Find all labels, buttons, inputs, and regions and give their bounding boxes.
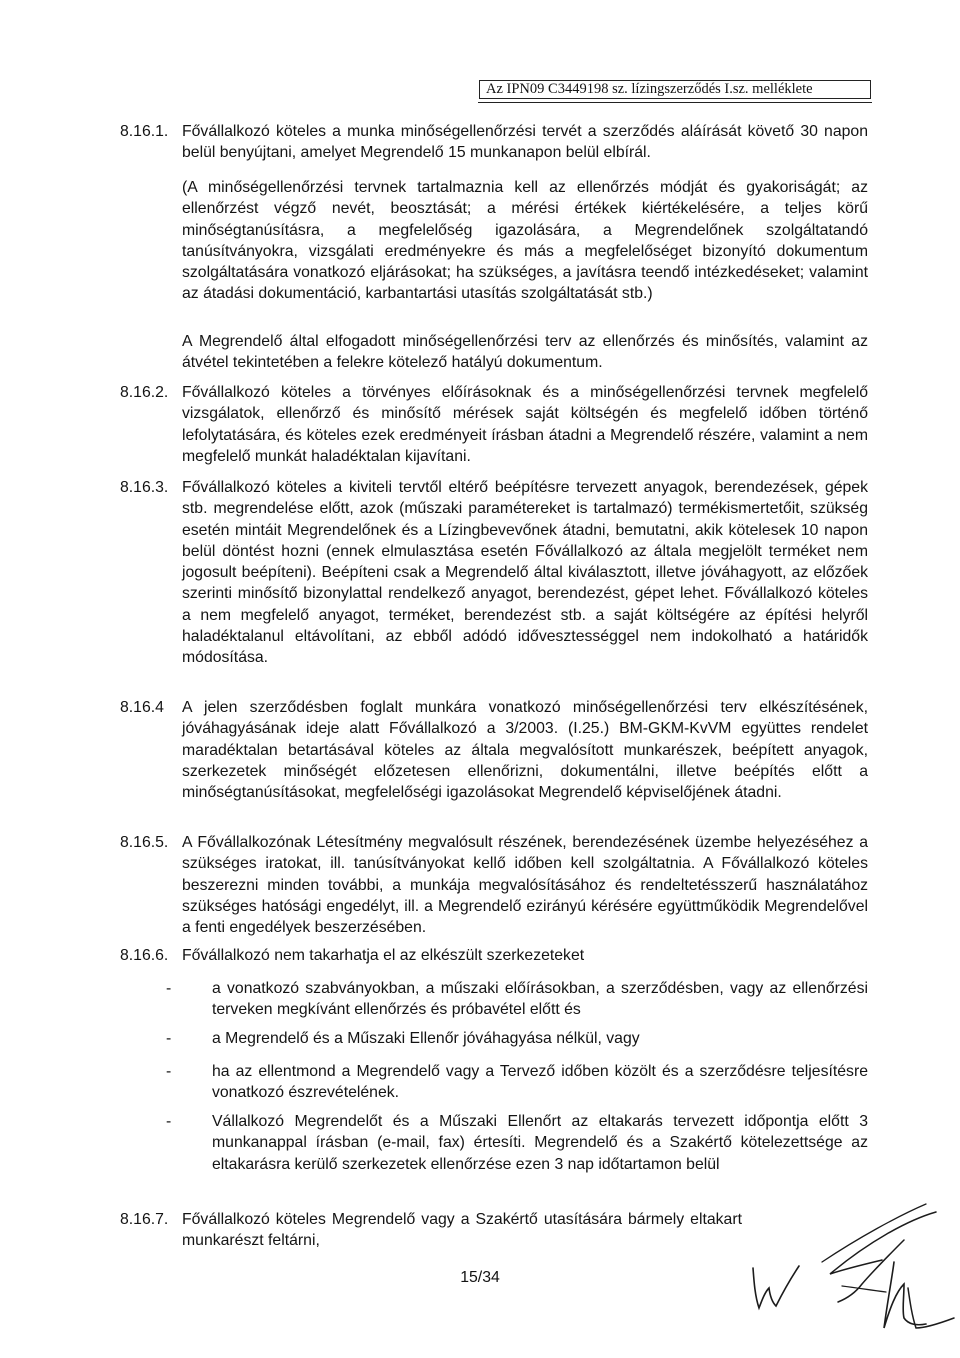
page-number: 15/34 (460, 1269, 500, 1286)
section-8-16-1-paragraph-3: A Megrendelő által elfogadott minőségellenőrzési terv az ellenőrzés és minősítés, valamint az átvétel tekintetében a felekre kötelező hatályú dokumentum. (182, 333, 868, 372)
section-8-16-1-paragraph-1: Fővállalkozó köteles a munka minőségellenőrzési tervét a szerződés aláírását követő 30 napon belül benyújtani, amelyet Megrendelő 15 munkanapon belül elbírál. (182, 123, 868, 162)
bullet-dash: - (166, 1113, 172, 1130)
section-number-8-16-1: 8.16.1. (120, 123, 169, 140)
section-8-16-3-paragraph: Fővállalkozó köteles a kiviteli tervtől eltérő beépítésre tervezett anyagok, berendezések, gépek stb. megrendelése előtt, azok (műszaki paramétereket is tartalmazó) termékismertetőit, szükség esetén mintáit Megrendelőnek és a Lízingbevevőnek átadni, bemutatni, akik kötelesek 10 napon belül döntést hozni (ennek elmulasztása esetén Fővállalkozó az általa megjelölt terméket nem jogosult beépíteni). Beépíteni csak a Megrendelő által kiválasztott, illetve jóváhagyott, az előzőek szerinti minősítő bizonylattal rendelkező anyagot, berendezést, gépet lehet. Fővállalkozó köteles a nem megfelelő anyagot, terméket, berendezést stb. a saját költségére az építési helyről haladéktalanul eltávolítani, az ebből adódó idővesztességgel nem indokolható a határidők módosítása. (182, 479, 868, 667)
section-8-16-6-paragraph: Fővállalkozó nem takarhatja el az elkészült szerkezeteket (182, 947, 585, 964)
section-8-16-4-paragraph: A jelen szerződésben foglalt munkára vonatkozó minőségellenőrzési terv elkészítésének, jóváhagyásának ideje alatt Fővállalkozó a 3/2003. (I.25.) BM-GKM-KvVM együttes rendelet maradéktalan betartásával köteles az általa megvalósított munkarészek, beépített anyagok, szerkezetek minőségét előzetesen ellenőrizni, dokumentálni, illetve beépítés előtt a minőségtanúsításokat, megfelelőségi igazolásokat Megrendelő képviselőjének átadni. (182, 699, 868, 802)
bullet-item-1: a vonatkozó szabványokban, a műszaki előírásokban, a szerződésben, vagy az ellenőrzési terveken megkívánt ellenőrzés és próbavétel előtt és (212, 980, 868, 1019)
section-number-8-16-6: 8.16.6. (120, 947, 169, 964)
section-8-16-1-paragraph-2: (A minőségellenőrzési tervnek tartalmaznia kell az ellenőrzés módját és gyakoriságát; az ellenőrzést végző nevét, beosztását; a mérési értékek kiértékelésére, a teljes körű minőségtanúsításra, a megfelelőség igazolására, a Megrendelőnek szolgáltatandó tanúsítványokra, vizsgálati eredményekre és más a megfelelőséget bizonyító dokumentum szolgáltatására vonatkozó eljárásokat; ha szükséges, a javításra teendő intézkedéseket; valamint az átadási dokumentáció, karbantartási utasítás szolgáltatását stb.) (182, 179, 868, 303)
section-number-8-16-7: 8.16.7. (120, 1211, 169, 1228)
bullet-dash: - (166, 980, 172, 997)
section-number-8-16-3: 8.16.3. (120, 479, 169, 496)
annex-header: Az IPN09 C3449198 sz. lízingszerződés I.sz. melléklete (479, 80, 871, 99)
section-8-16-2-paragraph: Fővállalkozó köteles a törvényes előírásoknak és a minőségellenőrzési tervnek megfelelő vizsgálatok, ellenőrző és minősítő mérések saját költségén és megfelelő időben történő lefolytatására, és köteles ezek eredményeit írásban átadni a Megrendelő részére, valamint a nem megfelelő munkát haladéktalan kijavítani. (182, 384, 868, 465)
bullet-dash: - (166, 1030, 172, 1047)
bullet-item-4: Vállalkozó Megrendelőt és a Műszaki Ellenőrt az eltakarás tervezett időpontja előtt 3 munkanappal írásban (e-mail, fax) értesíti. Megrendelő és a Szakértő kötelezettsége az eltakarásra kerülő szerkezetek ellenőrzése ezen 3 nap időtartamon belül (212, 1113, 868, 1173)
bullet-item-2: a Megrendelő és a Műszaki Ellenőr jóváhagyása nélkül, vagy (212, 1030, 640, 1047)
bullet-item-3: ha az ellentmond a Megrendelő vagy a Tervező időben közölt és a szerződésre teljesítésre vonatkozó észrevételének. (212, 1063, 868, 1102)
section-number-8-16-5: 8.16.5. (120, 834, 169, 851)
section-number-8-16-4: 8.16.4 (120, 699, 164, 716)
section-8-16-5-paragraph: A Fővállalkozónak Létesítmény megvalósult részének, berendezésének üzembe helyezéséhez a szükséges iratokat, ill. tanúsítványokat kellő időben kell szolgáltatnia. A Fővállalkozó köteles beszerezni minden további, a munkája megvalósításához és rendeltetésszerű használatához szükséges hatósági engedélyt, ill. a Megrendelő ezirányú kérésére együttműködik Megrendelővel a fenti engedélyek beszerzésében. (182, 834, 868, 937)
handwritten-initials-1 (745, 1262, 805, 1322)
handwritten-signature-2 (808, 1198, 958, 1338)
bullet-dash: - (166, 1063, 172, 1080)
section-8-16-7-paragraph: Fővállalkozó köteles Megrendelő vagy a Szakértő utasítására bármely eltakart munkarészt feltárni, (182, 1211, 742, 1250)
section-number-8-16-2: 8.16.2. (120, 384, 169, 401)
